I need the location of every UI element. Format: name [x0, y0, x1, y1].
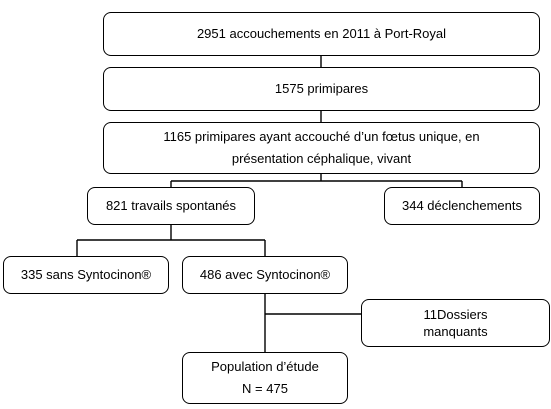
primiparous-box — [103, 67, 540, 111]
study-population-label-line2: N = 475 — [242, 381, 288, 396]
singleton-cephalic-box — [103, 122, 540, 174]
total-births-label: 2951 accouchements en 2011 à Port-Royal — [196, 26, 447, 42]
spontaneous-labor-label: 821 travails spontanés — [105, 198, 237, 214]
study-population-label-line1: Population d’étude — [211, 359, 319, 374]
spontaneous-labor-box — [87, 187, 255, 225]
missing-files-label-line1: 11Dossiers — [423, 307, 488, 322]
singleton-label-line2: présentation céphalique, vivant — [231, 151, 412, 166]
without-syntocinon-box — [3, 256, 169, 294]
with-syntocinon-box — [182, 256, 348, 294]
study-population-box — [182, 352, 348, 404]
without-syntocinon-label: 335 sans Syntocinon® — [20, 267, 152, 283]
inductions-box — [384, 187, 540, 225]
missing-files-box — [361, 299, 550, 347]
inductions-label: 344 déclenchements — [402, 198, 522, 214]
missing-files-label-line2: manquants — [423, 324, 488, 339]
total-births-box — [103, 12, 540, 56]
primiparous-label: 1575 primipares — [274, 81, 369, 97]
with-syntocinon-label: 486 avec Syntocinon® — [199, 267, 331, 283]
singleton-label-line1: 1165 primipares ayant accouché d’un fœtus unique, en — [163, 129, 480, 144]
